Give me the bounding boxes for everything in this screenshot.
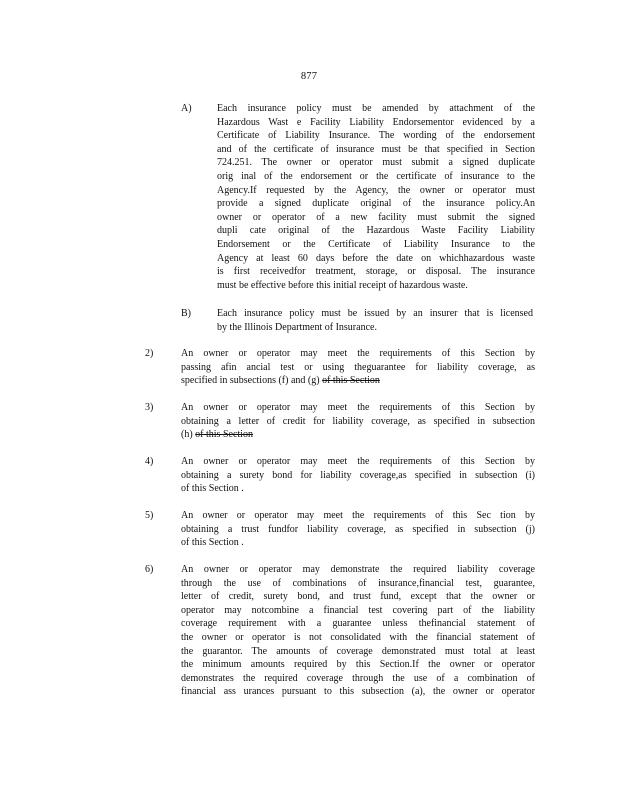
sub-item-label: A) xyxy=(181,103,192,114)
sub-item-text xyxy=(217,102,535,292)
item-text xyxy=(181,563,535,699)
text-line: An owner or operator may meet the requirements of this Section by xyxy=(181,456,535,467)
text-line: Agency.If requested by the Agency, the owner or operator must xyxy=(217,184,535,196)
text-line: is first receivedfor treatment, storage, or disposal. The insurance xyxy=(217,266,535,278)
text-line: Endorsement or the Certificate of Liability Insurance to the xyxy=(217,238,535,250)
text-line: by the Illinois Department of Insurance. xyxy=(217,321,377,333)
text-line-last: of this Section . xyxy=(181,537,244,549)
page-number: 877 xyxy=(300,71,318,82)
text-line: An owner or operator may demonstrate the required liability coverage xyxy=(181,564,535,575)
item-label: 6) xyxy=(145,564,154,575)
item-label: 3) xyxy=(145,402,154,413)
text-line: Hazardous Wast e Facility Liability Endorsementor evidenced by a xyxy=(217,116,535,128)
text-line: 724.251. The owner or operator must submit a signed duplicate xyxy=(217,157,535,169)
struck-text: of this Section xyxy=(322,375,380,387)
item-text xyxy=(181,401,535,442)
text-line: obtaining a letter of credit for liability coverage, as specified in subsection xyxy=(181,415,535,427)
text-line: obtaining a trust fundfor liability coverage, as specified in subsection (j) xyxy=(181,523,535,535)
item-text xyxy=(181,455,535,496)
text-line: coverage requirement with a guarantee unless thefinancial statement of xyxy=(181,618,535,630)
text-line: Each insurance policy must be amended by attachment of the xyxy=(217,103,535,114)
text-line: through the use of combinations of insurance,financial test, guarantee, xyxy=(181,577,535,589)
text-line: letter of credit, surety bond, and trust fund, except that the owner or xyxy=(181,591,535,603)
item-text xyxy=(181,509,535,550)
text-line: Each insurance policy must be issued by an insurer that is licensed xyxy=(217,308,533,319)
text-line: Certificate of Liability Insurance. The wording of the endorsement xyxy=(217,130,535,142)
text-line: the minimum amounts required by this Section.If the owner or operator xyxy=(181,659,535,671)
text-line-last xyxy=(181,428,535,442)
item-text xyxy=(181,347,535,388)
text-line: dupli cate original of the Hazardous Waste Facility Liability xyxy=(217,225,535,237)
sub-item-label: B) xyxy=(181,308,191,319)
text-line: and of the certificate of insurance must be that specified in Section xyxy=(217,143,535,155)
text-line: financial ass urances pursuant to this subsection (a), the owner or operator xyxy=(181,686,535,698)
struck-text: of this Section xyxy=(195,429,253,441)
item-label: 4) xyxy=(145,456,154,467)
item-label: 5) xyxy=(145,510,154,521)
text-line-last: of this Section . xyxy=(181,483,244,495)
text-line-last xyxy=(181,374,535,388)
text-line: owner or operator of a new facility must submit the signed xyxy=(217,211,535,223)
text-line: An owner or operator may meet the requirements of this Sec tion by xyxy=(181,510,535,521)
line-text: specified in subsections (f) and (g) xyxy=(181,375,320,387)
text-line: Agency at least 60 days before the date on whichhazardous waste xyxy=(217,252,535,264)
text-line: obtaining a surety bond for liability coverage,as specified in subsection (i) xyxy=(181,469,535,481)
line-text: (h) xyxy=(181,429,193,441)
text-line: passing afin ancial test or using theguarantee for liability coverage, as xyxy=(181,361,535,373)
text-line: demonstrates the required coverage through the use of a combination of xyxy=(181,672,535,684)
text-line: An owner or operator may meet the requirements of this Section by xyxy=(181,402,535,413)
text-line: provide a signed duplicate original of the insurance policy.An xyxy=(217,198,535,210)
text-line: operator may notcombine a financial test covering part of the liability xyxy=(181,604,535,616)
text-line: the owner or operator is not consolidated with the financial statement of xyxy=(181,631,535,643)
sub-item-text xyxy=(217,307,533,334)
item-label: 2) xyxy=(145,348,154,359)
text-line: An owner or operator may meet the requirements of this Section by xyxy=(181,348,535,359)
text-line: must be effective before this initial receipt of hazardous waste. xyxy=(217,279,468,291)
text-line: the guarantor. The amounts of coverage demonstrated must total at least xyxy=(181,645,535,657)
text-line: orig inal of the endorsement or the certificate of insurance to the xyxy=(217,170,535,182)
